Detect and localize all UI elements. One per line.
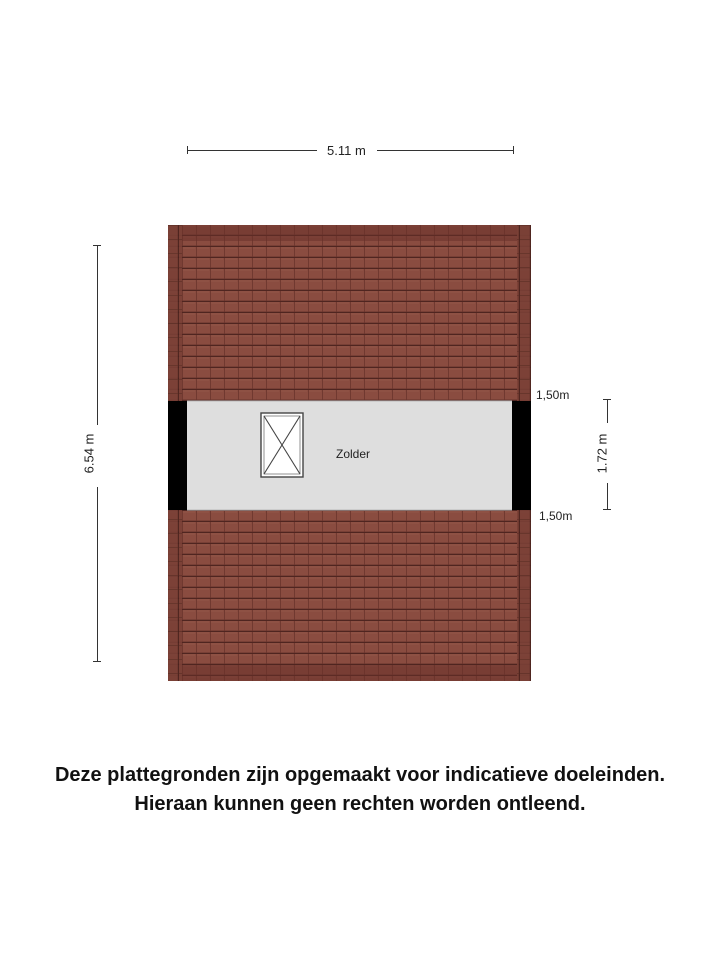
height-label-bottom: 1,50m [539, 509, 573, 523]
room-depth-dimension-label: 1.72 m [594, 433, 610, 474]
roof-top [168, 225, 531, 401]
wall-left [168, 401, 187, 510]
skylight-icon [261, 413, 303, 477]
disclaimer-line-2: Hieraan kunnen geen rechten worden ontleend. [134, 793, 586, 815]
width-dimension-label: 5.11 m [327, 143, 366, 158]
disclaimer-line-1: Deze plattegronden zijn opgemaakt voor indicatieve doeleinden. [54, 764, 666, 786]
depth-dimension-label: 6.54 m [81, 433, 97, 474]
room-label-zolder: Zolder [336, 447, 371, 461]
roof-bottom [168, 510, 531, 681]
disclaimer [0, 761, 720, 819]
height-label-top: 1,50m [536, 388, 570, 402]
wall-right [512, 401, 531, 510]
